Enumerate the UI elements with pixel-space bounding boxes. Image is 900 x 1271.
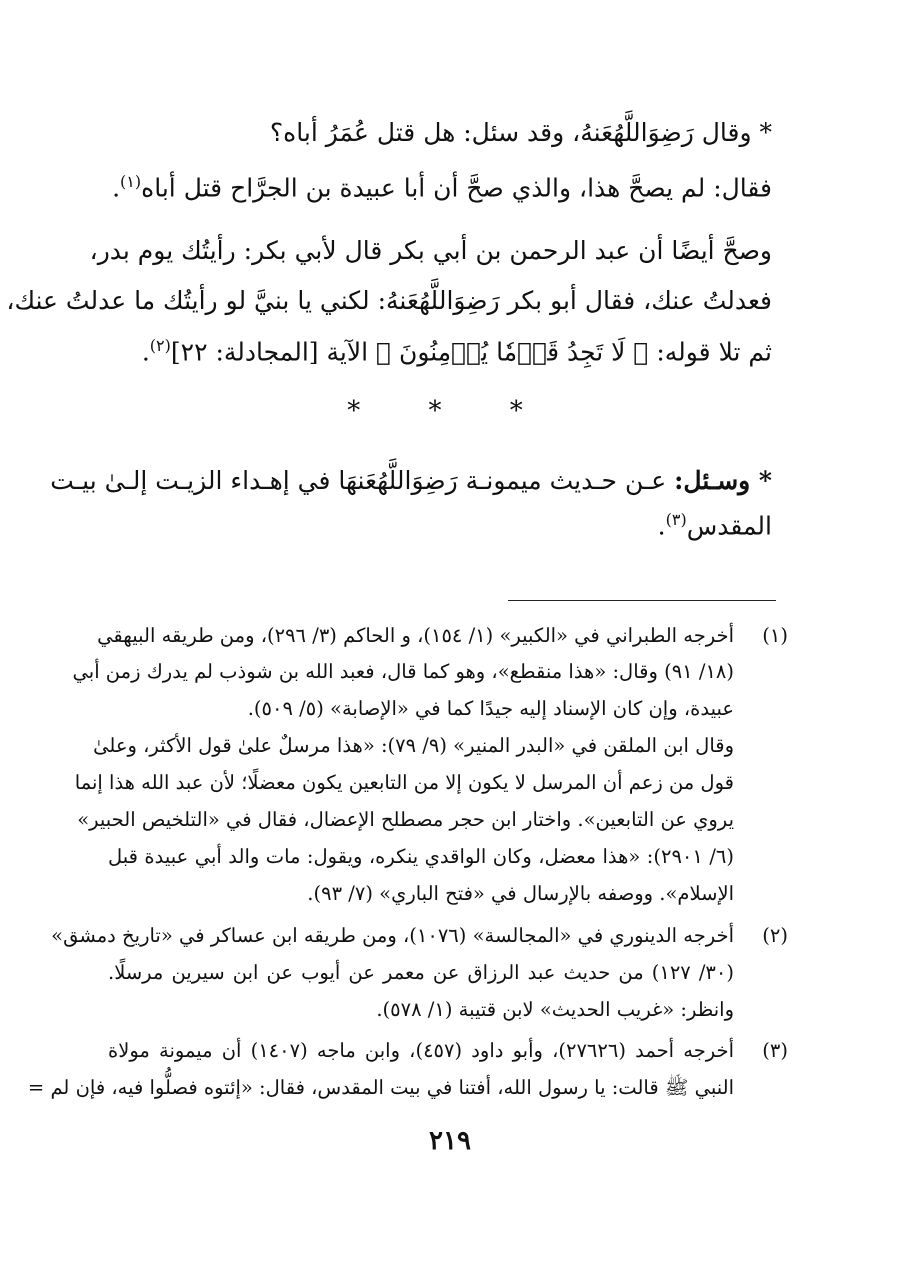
question-text: * وقال رَضِوَاللَّهُعَنهُ، وقد سئل: هل قتل عُمَرُ أباه؟ [269, 118, 772, 147]
footnote-text: النبي ﷺ قالت: يا رسول الله، أفتنا في بيت المقدس، فقال: «إئتوه فصلُّوا فيه، فإن لم = [27, 1076, 734, 1099]
footnote-line [97, 624, 734, 647]
page-number: ٢١٩ [429, 1126, 471, 1156]
footnote-line [108, 882, 734, 905]
footnote-line [74, 771, 734, 794]
footnote-line [108, 961, 734, 984]
footnote-line [27, 1076, 734, 1104]
paragraph-answer-1 [108, 172, 772, 202]
footnote-line [108, 697, 734, 720]
footnote-line [108, 1039, 734, 1062]
punctuation: . [112, 173, 121, 203]
footnote-number-3: (٣) [762, 1039, 788, 1062]
footnote-text: (٣٠/ ١٢٧) من حديث عبد الرزاق عن معمر عن أيوب عن ابن سيرين مرسلًا. [108, 961, 734, 984]
footnote-divider [508, 600, 776, 601]
paragraph-question-1 [108, 118, 772, 147]
paragraph-text: وصحَّ أيضًا أن عبد الرحمن بن أبي بكر قال لأبي بكر: رأيتُك يوم بدر، [89, 236, 772, 265]
footnote-line [108, 845, 734, 868]
answer-text: فقال: لم يصحَّ هذا، والذي صحَّ أن أبا عبيدة بن الجرَّاح قتل أباه [141, 173, 772, 203]
question-text: المقدس [686, 511, 772, 541]
footnote-ref-2[interactable]: (٢) [149, 336, 171, 355]
punctuation: . [141, 337, 150, 367]
footnote-line [108, 998, 734, 1021]
footnote-line [72, 660, 734, 683]
question-text: عـن حـديث ميمونـة رَضِوَاللَّهُعَنهَا في إهـداء الزيـت إلـىٰ بيـت [50, 466, 675, 495]
footnote-text: يروي عن التابعين». واختار ابن حجر مصطلح الإعضال، فقال في «التلخيص الحبير» [77, 808, 734, 831]
footnote-text: وقال ابن الملقن في «البدر المنير» (٩/ ٧٩): «هذا مرسلٌ علىٰ قول الأكثر، وعلىٰ [93, 734, 734, 757]
paragraph-line [108, 336, 772, 366]
footnote-ref-1[interactable]: (١) [120, 172, 142, 191]
footnote-text: أخرجه الدينوري في «المجالسة» (١٠٧٦)، ومن طريقه ابن عساكر في «تاريخ دمشق» [51, 924, 734, 947]
paragraph-line [6, 286, 772, 315]
paragraph-text: فعدلتُ عنك، فقال أبو بكر رَضِوَاللَّهُعَنهُ: لكني يا بنيَّ لو رأيتُك ما عدلتُ عنك، [6, 286, 772, 315]
paragraph-line [89, 236, 772, 265]
paragraph-question-2 [50, 466, 772, 495]
footnote-number-2: (٢) [762, 924, 788, 947]
footnote-line [93, 734, 734, 757]
footnote-text: (٦/ ٢٩٠١): «هذا معضل، وكان الواقدي ينكره، ويقول: مات والد أبي عبيدة قبل [108, 845, 734, 868]
footnote-text: أخرجه أحمد (٢٧٦٢٦)، وأبو داود (٤٥٧)، وابن ماجه (١٤٠٧) أن ميمونة مولاة [108, 1039, 734, 1062]
footnote-text: عبيدة، وإن كان الإسناد إليه جيدًا كما في «الإصابة» (٥/ ٥٠٩). [247, 697, 734, 720]
footnote-line [77, 808, 734, 831]
footnote-text: أخرجه الطبراني في «الكبير» (١/ ١٥٤)، و الحاكم (٣/ ٢٩٦)، ومن طريقه البيهقي [97, 624, 734, 647]
footnote-text: (١٨/ ٩١) وقال: «هذا منقطع»، وهو كما قال، فعبد الله بن شوذب لم يدرك زمن أبي [72, 660, 734, 683]
question-lead: * وسـئل: [674, 466, 772, 495]
footnote-text: وانظر: «غريب الحديث» لابن قتيبة (١/ ٥٧٨). [376, 998, 734, 1021]
quran-quote-text: ثم تلا قوله: ﴿ لَا تَجِدُ قَوۡمٗا يُؤۡمِنُونَ ﴾ الآية [المجادلة: ٢٢] [170, 337, 772, 367]
punctuation: . [657, 511, 666, 541]
footnote-ref-3[interactable]: (٣) [665, 510, 687, 529]
footnote-text: قول من زعم أن المرسل لا يكون إلا من التابعين يكون معضلًا؛ لأن عبد الله هذا إنما [74, 771, 734, 794]
section-separator: * * * [347, 396, 553, 426]
footnote-line [51, 924, 734, 947]
paragraph-line [108, 510, 772, 540]
footnote-text: الإسلام». ووصفه بالإرسال في «فتح الباري» (٧/ ٩٣). [307, 882, 734, 905]
footnote-number-1: (١) [762, 624, 788, 647]
